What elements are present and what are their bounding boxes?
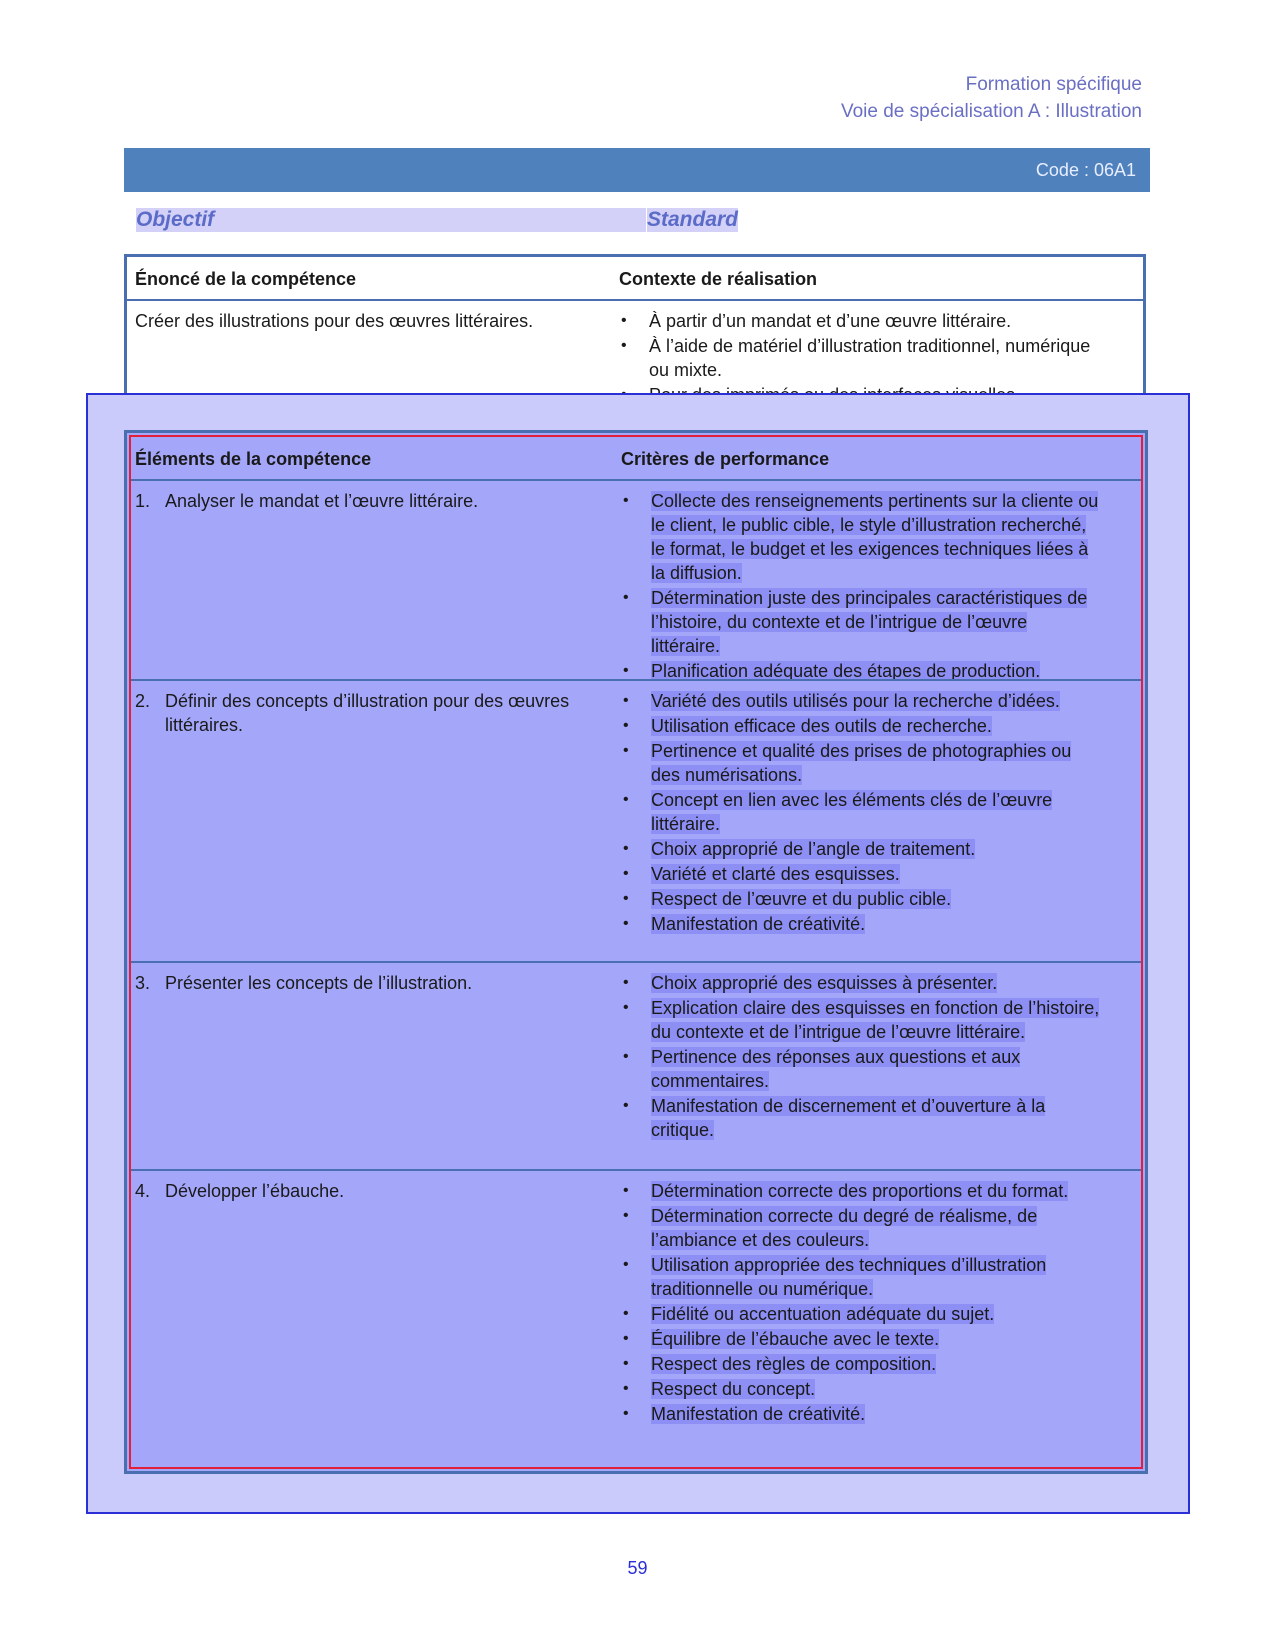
criteria-list-2 <box>621 689 1101 937</box>
criterion: • Détermination correcte du degré de réalisme, de l’ambiance et des couleurs. <box>623 1206 1038 1250</box>
objectif-label: Objectif <box>136 208 646 232</box>
criterion: • Utilisation appropriée des techniques d’illustration traditionnelle ou numérique. <box>623 1255 1047 1299</box>
contexte-item: • À partir d’un mandat et d’une œuvre littéraire. <box>621 311 1012 331</box>
criteres-header: Critères de performance <box>621 449 830 469</box>
page-number: 59 <box>627 1558 648 1578</box>
criterion: • Concept en lien avec les éléments clés de l’œuvre littéraire. <box>623 790 1053 834</box>
table1-header-row <box>127 257 1143 301</box>
header-line-2: Voie de spécialisation A : Illustration <box>840 101 1142 122</box>
criterion: • Respect des règles de composition. <box>623 1354 937 1374</box>
criterion: • Explication claire des esquisses en fonction de l’histoire, du contexte et de l’intrigue de l’œuvre littéraire. <box>623 998 1100 1042</box>
criterion: • Pertinence et qualité des prises de photographies ou des numérisations. <box>623 741 1072 785</box>
criterion: • Collecte des renseignements pertinents sur la cliente ou le client, le public cible, le style d’illustration recherché, le format, le budget et les exigences techniques liées à la diffusion. <box>623 491 1099 583</box>
header-line-1: Formation spécifique <box>965 74 1142 95</box>
criterion: • Manifestation de discernement et d’ouverture à la critique. <box>623 1096 1046 1140</box>
contexte-item: • À l’aide de matériel d’illustration traditionnel, numérique ou mixte. <box>621 336 1091 380</box>
criteria-list-4 <box>621 1179 1101 1427</box>
criteria-list-1 <box>621 489 1101 684</box>
table2-header-row <box>131 437 1141 481</box>
criterion: • Respect du concept. <box>623 1379 816 1399</box>
criterion: • Détermination juste des principales caractéristiques de l’histoire, du contexte et de l’intrigue de l’œuvre littéraire. <box>623 588 1088 656</box>
competency-code: Code : 06A1 <box>1035 160 1136 180</box>
enonce-header: Énoncé de la compétence <box>135 269 357 289</box>
criterion: • Pertinence des réponses aux questions et aux commentaires. <box>623 1047 1021 1091</box>
element-section-2 <box>131 679 1141 961</box>
element-section-3 <box>131 961 1141 1169</box>
elements-header: Éléments de la compétence <box>135 449 372 469</box>
element-3: 3. Présenter les concepts de l’illustration. <box>135 973 473 993</box>
element-section-4 <box>131 1169 1141 1469</box>
criterion: • Fidélité ou accentuation adéquate du sujet. <box>623 1304 995 1324</box>
enonce-text: Créer des illustrations pour des œuvres littéraires. <box>135 311 534 331</box>
criterion: • Variété des outils utilisés pour la recherche d’idées. <box>623 691 1060 711</box>
objectif-standard-row <box>136 208 1146 232</box>
criterion: • Équilibre de l’ébauche avec le texte. <box>623 1329 940 1349</box>
criterion: • Détermination correcte des proportions et du format. <box>623 1181 1069 1201</box>
criterion: • Manifestation de créativité. <box>623 914 866 934</box>
element-1: 1. Analyser le mandat et l’œuvre littéraire. <box>135 491 479 511</box>
criteria-list-3 <box>621 971 1101 1143</box>
competency-elements-table <box>124 430 1148 1474</box>
criterion: • Planification adéquate des étapes de production. <box>623 661 1041 681</box>
criterion: • Choix approprié des esquisses à présenter. <box>623 973 998 993</box>
competency-statement-table <box>124 254 1146 412</box>
element-section-1 <box>131 489 1141 679</box>
element-2: 2. Définir des concepts d’illustration pour des œuvres littéraires. <box>135 691 570 735</box>
contexte-header: Contexte de réalisation <box>619 269 818 289</box>
elements-table-inner <box>129 435 1143 1469</box>
criterion: • Respect de l’œuvre et du public cible. <box>623 889 952 909</box>
criterion: • Choix approprié de l’angle de traitement. <box>623 839 976 859</box>
element-4: 4. Développer l’ébauche. <box>135 1181 345 1201</box>
criterion: • Variété et clarté des esquisses. <box>623 864 900 884</box>
code-bar <box>124 148 1150 192</box>
criterion: • Manifestation de créativité. <box>623 1404 866 1424</box>
standard-label: Standard <box>647 208 739 231</box>
criterion: • Utilisation efficace des outils de recherche. <box>623 716 992 736</box>
